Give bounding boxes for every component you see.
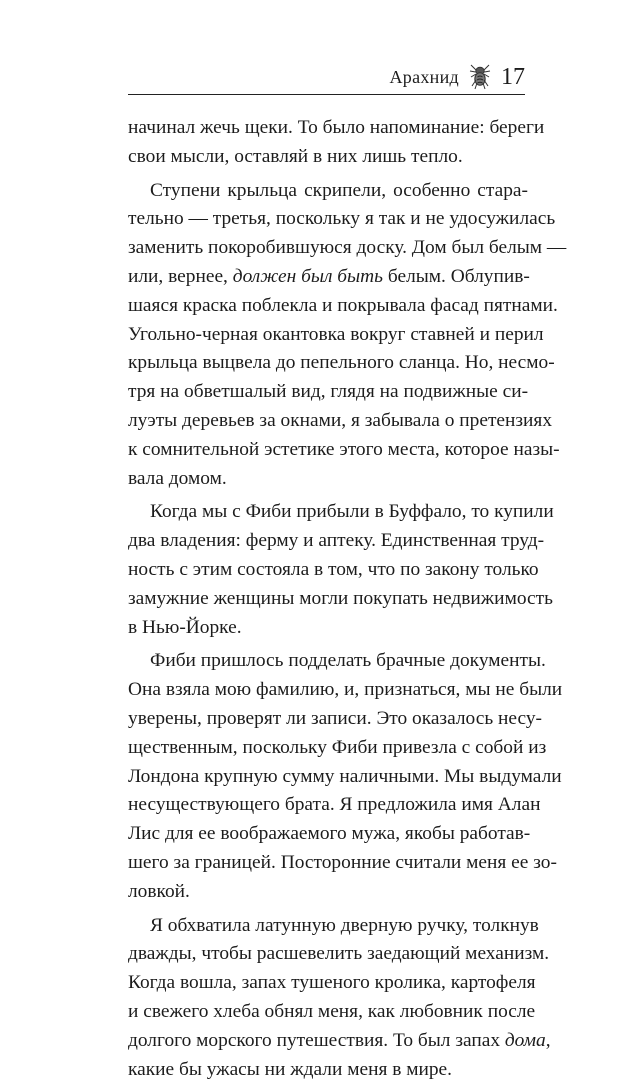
text-line: заменить покоробившуюся доску. Дом был белым — — [128, 237, 567, 259]
text-line: дважды, чтобы расшевелить заедающий механизм. — [128, 943, 550, 965]
text-run: долгого морского путешествия. То был запах — [128, 1029, 505, 1051]
italic-emphasis: должен был быть — [232, 265, 383, 287]
text-line: шаяся краска поблекла и покрывала фасад пятнами. — [128, 294, 558, 316]
text-line: крыльца выцвела до пепельного сланца. Но, несмо- — [128, 352, 555, 374]
running-title: Арахнид — [389, 67, 459, 87]
text-line: луэты деревьев за окнами, я забывала о претензиях — [128, 409, 553, 431]
text-line — [128, 263, 528, 292]
text-line: замужние женщины могли покупать недвижимость — [128, 587, 553, 609]
text-line: Лис для ее воображаемого мужа, якобы работав- — [128, 823, 531, 845]
text-line: вала домом. — [128, 467, 227, 489]
text-line: два владения: ферму и аптеку. Единственная труд- — [128, 530, 545, 552]
text-line: Она взяла мою фамилию, и, признаться, мы не были — [128, 679, 563, 701]
text-line: тельно — третья, поскольку я так и не удосужилась — [128, 208, 556, 230]
text-run: , — [545, 1029, 551, 1051]
text-line: несуществующего брата. Я предложила имя Алан — [128, 794, 541, 816]
text-line: начинал жечь щеки. То было напоминание: береги — [128, 117, 545, 138]
text-run: или, вернее, — [128, 265, 233, 287]
italic-emphasis: дома — [504, 1029, 546, 1051]
paragraph — [128, 114, 545, 172]
paragraph — [128, 647, 563, 906]
text-line: в Нью-Йорке. — [128, 616, 242, 638]
paragraph — [128, 177, 567, 494]
text-line: какие бы ужасы ни ждали меня в мире. — [128, 1058, 453, 1080]
paragraph — [128, 912, 551, 1085]
text-line: Я обхватила латунную дверную ручку, толкнув — [150, 914, 539, 936]
text-line — [128, 1027, 551, 1056]
text-line: Лондона крупную сумму наличными. Мы выдумали — [128, 765, 562, 787]
text-line: свои мысли, оставляй в них лишь тепло. — [128, 145, 463, 167]
text-line: и свежего хлеба обнял меня, как любовник после — [128, 1000, 536, 1022]
text-line: уверены, проверят ли записи. Это оказалось несу- — [128, 707, 542, 729]
text-line: Когда вошла, запах тушеного кролика, картофеля — [128, 972, 536, 994]
text-line: Когда мы с Фиби прибыли в Буффало, то купили — [150, 501, 554, 523]
text-line: Угольно-черная окантовка вокруг ставней и перил — [128, 323, 544, 345]
text-run: белым. Облупив- — [383, 265, 530, 287]
text-line: Ступени крыльца скрипели, особенно стара- — [150, 179, 528, 201]
text-line: щественным, поскольку Фиби привезла с собой из — [128, 736, 547, 758]
text-line: ловкой. — [128, 880, 190, 902]
text-line: шего за границей. Посторонние считали меня ее зо- — [128, 851, 557, 873]
page-number: 17 — [501, 64, 525, 90]
spider-ornament-icon — [469, 62, 491, 90]
text-line: ность с этим состояла в том, что по закону только — [128, 558, 539, 580]
running-header — [128, 60, 525, 95]
text-line: к сомнительной эстетике этого места, которое назы- — [128, 438, 560, 460]
body-text — [128, 114, 567, 1089]
text-line: Фиби пришлось подделать брачные документы. — [150, 650, 546, 672]
paragraph — [128, 498, 554, 642]
text-line: тря на обветшалый вид, глядя на подвижные си- — [128, 381, 529, 403]
